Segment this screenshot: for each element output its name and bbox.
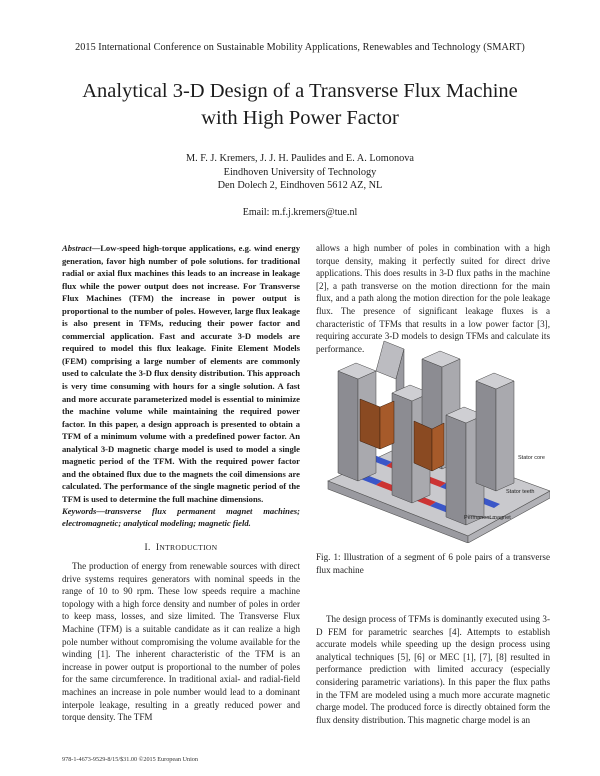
conference-header: 2015 International Conference on Sustainable Mobility Applications, Renewables and Technology (SMART): [75, 42, 525, 53]
right-bottom-text: The design process of TFMs is dominantly executed using 3-D FEM for parametric searches [4]. Attempts to establish accurate models while speeding up the design process using analytical techniques [5], [6] or MEC [1], [7], [8] resulted in performance prediction with limited accuracy (especially considering parametric variations). In this paper the flux paths in the TFM are modeled using a much more accurate magnetic charge model. The produced force is directly obtained form the flux density distribution. This magnetic charge model is an: [316, 614, 550, 725]
author-affiliation: Eindhoven University of Technology: [223, 166, 377, 178]
figure-tfm-illustration: [318, 331, 550, 548]
paper-title: [20, 78, 580, 132]
paper-title-line1: Analytical 3-D Design of a Transverse Flux Machine: [82, 80, 518, 102]
abstract-label: Abstract: [62, 243, 92, 253]
stator-teeth-label: Stator teeth: [506, 489, 535, 495]
intro-text: The production of energy from renewable sources with direct drive systems requires generators with nominal speeds in the range of 10 to 90 rpm. These low speeds require a machine topology with a high force density and number of poles in order to keep mass, losses, and size limited. The Transverse Flux Machine (TFM) is a suitable candidate as it can realize a high pole number without compromising the volume available for the winding [1]. The inherent characteristic of the TFM is an increase in power output is proportional to the number of poles for the same circumference. In traditional axial- and radial-field machines an increase in pole number would lead to a dominant interpole leakage, resulting in a greatly reduced power and torque density. The TFM: [62, 561, 300, 723]
section-heading-introduction: [62, 543, 300, 553]
section-title-first: I: [155, 543, 160, 553]
section-title-rest: NTRODUCTION: [159, 543, 218, 552]
keywords-label: Keywords: [62, 506, 97, 516]
tfm-3d-drawing: [318, 331, 550, 543]
keywords: [62, 505, 300, 530]
author-address: Den Dolech 2, Eindhoven 5612 AZ, NL: [217, 180, 383, 192]
introduction-paragraph: [62, 560, 300, 724]
copyright-footer: 978-1-4673-9529-8/15/$31.00 ©2015 European Union: [62, 756, 198, 763]
figure-caption-text: Fig. 1: Illustration of a segment of 6 pole pairs of a transverse flux machine: [316, 552, 550, 575]
right-column-bottom: [316, 613, 550, 726]
paper-title-line2: with High Power Factor: [201, 107, 399, 129]
section-number: I.: [144, 543, 151, 553]
figure-caption: [316, 551, 550, 576]
abstract: [62, 242, 300, 505]
permanent-magnet-label: Permanent magnet: [464, 515, 511, 521]
author-email: Email: m.f.j.kremers@tue.nl: [242, 207, 358, 218]
right-top-text: allows a high number of poles in combination with a high torque density, making it perfectly suited for direct drive applications. This does results in 3-D flux paths in the machine [2], a path transverse on the motion directionn for the main flux, and a path along the motion direction for the pole leakage flux. The presence of significant leakage fluxes is a characteristic of TFMs that results in a low power factor [3], requiring accurate 3-D models to design TFMs and calculate its performance.: [316, 243, 550, 354]
author-names: M. F. J. Kremers, J. J. H. Paulides and E. A. Lomonova: [186, 153, 414, 164]
stator-core-label: Stator core: [518, 455, 545, 461]
keywords-text: —transverse flux permanent magnet machines; electromagnetic; analytical modeling; magnetic field.: [62, 506, 300, 529]
abstract-text: —Low-speed high-torque applications, e.g. wind energy generation, favor high number of pole solutions. for traditional radial or axial flux machines this leads to an increase in leakage flux while the power output does not increase. For Transverse Flux Machines (TFM) the increase in power output is proportional to the number of poles. However, large flux leakage is also present in TFMs, reducing their power factor and commercial application. Fast and accurate 3-D models are required to model this flux leakage. Finite Element Models (FEM) comprising a large number of elements are commonly used to calculate the 3-D flux density distribution. This approach is very time consuming with hours for a single solution. A fast and more accurate parameterized model is essential to minimize the machine volume while maintaining the required power factor. In this paper, a design approach is presented to obtain a TFM of a minimum volume with a predefined power factor. An analytical 3-D magnetic charge model is used to model a single magnetic period of the TFM. With the required power factor and the obtained flux due to the magnets the coil dimensions are calculated. The performance of the single magnetic period of the TFM is used to determine the full machine dimensions.: [62, 243, 300, 504]
author-block: [0, 152, 600, 193]
